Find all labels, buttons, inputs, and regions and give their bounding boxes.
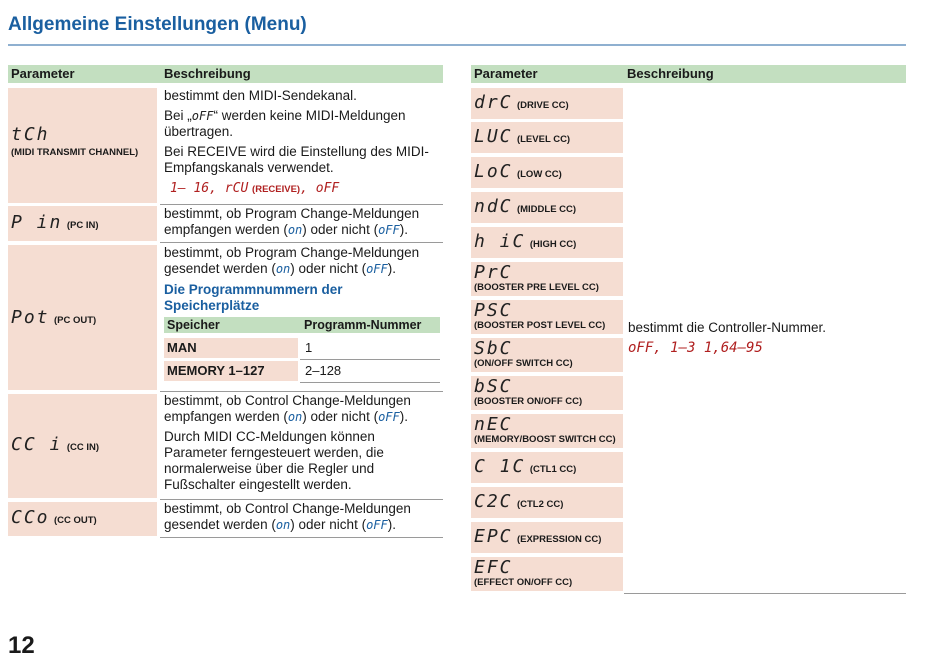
param-label: (DRIVE CC) (516, 100, 569, 111)
page-title: Allgemeine Einstellungen (Menu) (8, 14, 307, 35)
row-divider (160, 537, 443, 538)
desc-text: ). (399, 409, 408, 424)
desc-text (164, 108, 439, 140)
desc-text: ) oder nicht ( (302, 409, 379, 424)
param-label: (MIDDLE CC) (516, 204, 577, 215)
subtable-divider (300, 359, 440, 360)
param-code: tCh (11, 124, 50, 145)
param-code: PrC (474, 262, 513, 283)
param-cell-pot (8, 245, 157, 390)
param-label: (CC IN) (66, 442, 100, 453)
right-header-desc: Beschreibung (627, 66, 714, 81)
param-code: SbC (474, 338, 513, 359)
param-label: (LOW CC) (516, 169, 562, 180)
param-label: (HIGH CC) (529, 239, 577, 250)
param-label: (PC OUT) (53, 315, 97, 326)
range-receive: (RECEIVE) (252, 184, 301, 195)
subtable-key: MAN (164, 338, 298, 358)
param-code: C 1C (474, 456, 526, 477)
desc-tch (164, 88, 439, 202)
desc-text: ) oder nicht ( (290, 261, 367, 276)
param-code: drC (474, 92, 513, 113)
param-code: ndC (474, 196, 513, 217)
desc-text: bestimmt, ob Program Change-Meldungen gesendet werden ( (164, 245, 420, 276)
desc-text: ). (387, 261, 396, 276)
desc-text: Durch MIDI CC-Meldungen können Parameter ferngesteuert werden, die normalerweise über die Regler und Fußschalter eingestellt werden. (164, 429, 384, 492)
param-label: (CTL1 CC) (529, 464, 577, 475)
desc-text: ). (387, 517, 396, 532)
left-header-param: Parameter (11, 66, 75, 81)
code-off: oFF (378, 410, 400, 424)
param-code: EPC (474, 526, 513, 547)
subtable-key: MEMORY 1–127 (164, 361, 298, 381)
right-table-header (471, 65, 906, 83)
desc-text: “ werden keine MIDI-Meldungen übertragen. (164, 108, 406, 139)
code-off: oFF (191, 109, 214, 123)
desc-pin (164, 206, 439, 238)
subtable-header-speicher: Speicher (167, 318, 220, 332)
param-label: (BOOSTER ON/OFF CC) (474, 396, 583, 407)
desc-cci (164, 393, 439, 497)
param-code: Pot (11, 307, 50, 328)
row-divider (160, 391, 443, 392)
param-cell-drc (471, 88, 623, 119)
range-value: oFF, 1–3 1,64–95 (628, 340, 763, 356)
param-cell-cco (8, 502, 157, 536)
desc-pot (164, 245, 439, 277)
row-divider (160, 204, 443, 205)
param-code: CCo (11, 507, 50, 528)
desc-text: Bei RECEIVE wird die Einstellung des MIDI-Empfangskanals verwendet. (164, 144, 429, 175)
param-cell-pin (8, 206, 157, 241)
param-label: (CC OUT) (53, 515, 97, 526)
range-line (164, 180, 439, 198)
param-label: (BOOSTER PRE LEVEL CC) (474, 282, 599, 293)
param-label: (CTL2 CC) (516, 499, 564, 510)
param-cell-cci (8, 394, 157, 498)
row-divider (160, 242, 443, 243)
param-code: C2C (474, 491, 513, 512)
desc-text (164, 393, 439, 425)
param-code: LUC (474, 126, 513, 147)
param-code: P in (11, 212, 63, 233)
param-label: (EXPRESSION CC) (516, 534, 602, 545)
param-cell-tch (8, 88, 157, 203)
subtable-header-nummer: Programm-Nummer (304, 318, 422, 332)
param-label: (MEMORY/BOOST SWITCH CC) (474, 434, 616, 445)
param-label: (LEVEL CC) (516, 134, 571, 145)
code-off: oFF (366, 262, 388, 276)
right-header-param: Parameter (474, 66, 538, 81)
param-code: EFC (474, 557, 513, 578)
range-value: 1– 16, rCU (170, 181, 249, 196)
param-code: CC i (11, 434, 63, 455)
desc-text: bestimmt, ob Program Change-Meldungen empfangen werden ( (164, 206, 420, 237)
param-cell-ndc (471, 192, 623, 223)
param-code: nEC (474, 414, 513, 435)
left-table-header (8, 65, 443, 83)
param-cell-c1c (471, 452, 623, 483)
page-number: 12 (8, 632, 35, 659)
desc-text: ) oder nicht ( (290, 517, 367, 532)
param-cell-bsc (471, 376, 623, 410)
param-cell-prc (471, 262, 623, 296)
param-label: (BOOSTER POST LEVEL CC) (474, 320, 606, 331)
param-code: LoC (474, 161, 513, 182)
desc-text: bestimmt, ob Control Change-Meldungen gesendet werden ( (164, 501, 411, 532)
param-cell-hic (471, 227, 623, 258)
subtable-header (164, 317, 440, 333)
controller-desc (628, 320, 903, 360)
param-label: (EFFECT ON/OFF CC) (474, 577, 573, 588)
desc-text: ) oder nicht ( (302, 222, 379, 237)
subtable-divider (300, 382, 440, 383)
code-on: on (287, 410, 303, 424)
subtable-title: Die Programmnummern der Speicherplätze (164, 282, 343, 313)
param-cell-nec (471, 414, 623, 448)
param-cell-luc (471, 122, 623, 153)
code-on: on (275, 518, 291, 532)
range-value: , oFF (300, 181, 340, 196)
param-cell-epc (471, 522, 623, 553)
desc-cco (164, 501, 439, 533)
desc-text: bestimmt den MIDI-Sendekanal. (164, 88, 357, 103)
code-on: on (275, 262, 291, 276)
param-code: PSC (474, 300, 513, 321)
code-off: oFF (366, 518, 388, 532)
param-label: (MIDI TRANSMIT CHANNEL) (11, 147, 139, 158)
desc-text: Bei „ (164, 108, 192, 123)
desc-text: bestimmt, ob Control Change-Meldungen empfangen werden ( (164, 393, 411, 424)
param-label: (PC IN) (66, 220, 99, 231)
param-cell-sbc (471, 338, 623, 372)
subtable-value: 1 (305, 340, 313, 355)
param-code: h iC (474, 231, 526, 252)
subtable-value: 2–128 (305, 363, 342, 378)
code-on: on (287, 223, 303, 237)
row-divider (160, 499, 443, 500)
left-header-desc: Beschreibung (164, 66, 251, 81)
param-cell-psc (471, 300, 623, 334)
param-cell-loc (471, 157, 623, 188)
desc-text: ). (399, 222, 408, 237)
param-code: bSC (474, 376, 513, 397)
param-cell-c2c (471, 487, 623, 518)
desc-text: bestimmt die Controller-Nummer. (628, 320, 827, 335)
code-off: oFF (378, 223, 400, 237)
row-divider (624, 593, 906, 594)
title-rule (8, 44, 906, 46)
param-cell-efc (471, 557, 623, 591)
param-label: (ON/OFF SWITCH CC) (474, 358, 573, 369)
